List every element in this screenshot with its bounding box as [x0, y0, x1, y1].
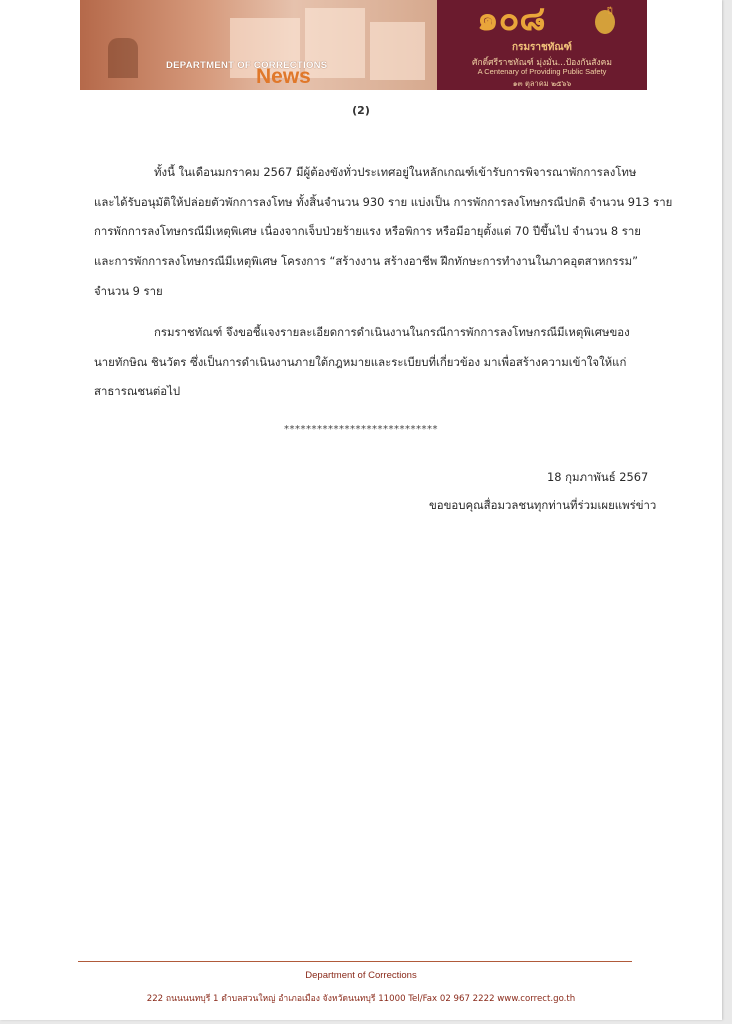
footer-address: 222 ถนนนนทบุรี 1 ตำบลสวนใหญ่ อำเภอเมือง จังหวัดนนทบุรี 11000 Tel/Fax 02 967 2222 www.correct.go.th	[146, 994, 576, 1004]
news-label: News	[256, 65, 311, 88]
closing-note: ขอขอบคุณสื่อมวลชนทุกท่านที่ร่วมเผยแพร่ข่าว	[429, 498, 657, 512]
paragraph-line: จำนวน 9 ราย	[94, 283, 163, 298]
footer-divider	[78, 961, 632, 962]
page-number: (2)	[352, 104, 370, 117]
anniversary-number: ๑๐๘	[477, 0, 546, 39]
paragraph-line: ทั้งนี้ ในเดือนมกราคม 2567 มีผู้ต้องขังทั่วประเทศอยู่ในหลักเกณฑ์เข้ารับการพิจารณาพักการลงโทษ	[154, 165, 637, 179]
footer-title: Department of Corrections	[305, 970, 417, 981]
paragraph-line: กรมราชทัณฑ์ จึงขอชี้แจงรายละเอียดการดำเนินงานในกรณีการพักการลงโทษกรณีมีเหตุพิเศษของ	[154, 325, 630, 339]
paragraph-line: นายทักษิณ ชินวัตร ซึ่งเป็นการดำเนินงานภายใต้กฎหมายและระเบียบที่เกี่ยวข้อง มาเพื่อสร้างความเข้าใจให้แก่	[94, 354, 627, 369]
separator: ****************************	[284, 424, 438, 435]
anniversary-panel	[437, 0, 647, 90]
news-banner	[80, 0, 647, 90]
release-date: 18 กุมภาพันธ์ 2567	[547, 470, 649, 484]
dept-name-th: กรมราชทัณฑ์	[512, 42, 572, 53]
slogan-th: ศักดิ์ศรีราชทัณฑ์ มุ่งมั่น...ป้องกันสังคม	[472, 58, 612, 68]
paragraph-line: การพักการลงโทษกรณีมีเหตุพิเศษ เนื่องจากเจ็บป่วยร้ายแรง หรือพิการ หรือมีอายุตั้งแต่ 70 ปีขึ้นไป จำนวน 8 ราย	[94, 224, 641, 239]
paragraph-line: และได้รับอนุมัติให้ปล่อยตัวพักการลงโทษ ทั้งสิ้นจำนวน 930 ราย แบ่งเป็น การพักการลงโทษกรณีปกติ จำนวน 913 ราย	[94, 194, 673, 209]
banner-photo	[80, 0, 437, 90]
slogan-en: A Centenary of Providing Public Safety	[477, 67, 607, 76]
paragraph-line: และการพักการลงโทษกรณีมีเหตุพิเศษ โครงการ “สร้างงาน สร้างอาชีพ ฝึกทักษะการทำงานในภาคอุตสาหกรรม”	[94, 254, 639, 269]
anniversary-suffix: ปี	[607, 7, 613, 17]
paragraph-1	[94, 158, 673, 307]
anniversary-date: ๑๓ ตุลาคม ๒๕๖๖	[512, 79, 572, 88]
paragraph-line: สาธารณชนต่อไป	[94, 384, 181, 399]
dept-name-en: DEPARTMENT OF CORRECTIONS	[166, 60, 328, 71]
paragraph-2	[94, 318, 654, 407]
